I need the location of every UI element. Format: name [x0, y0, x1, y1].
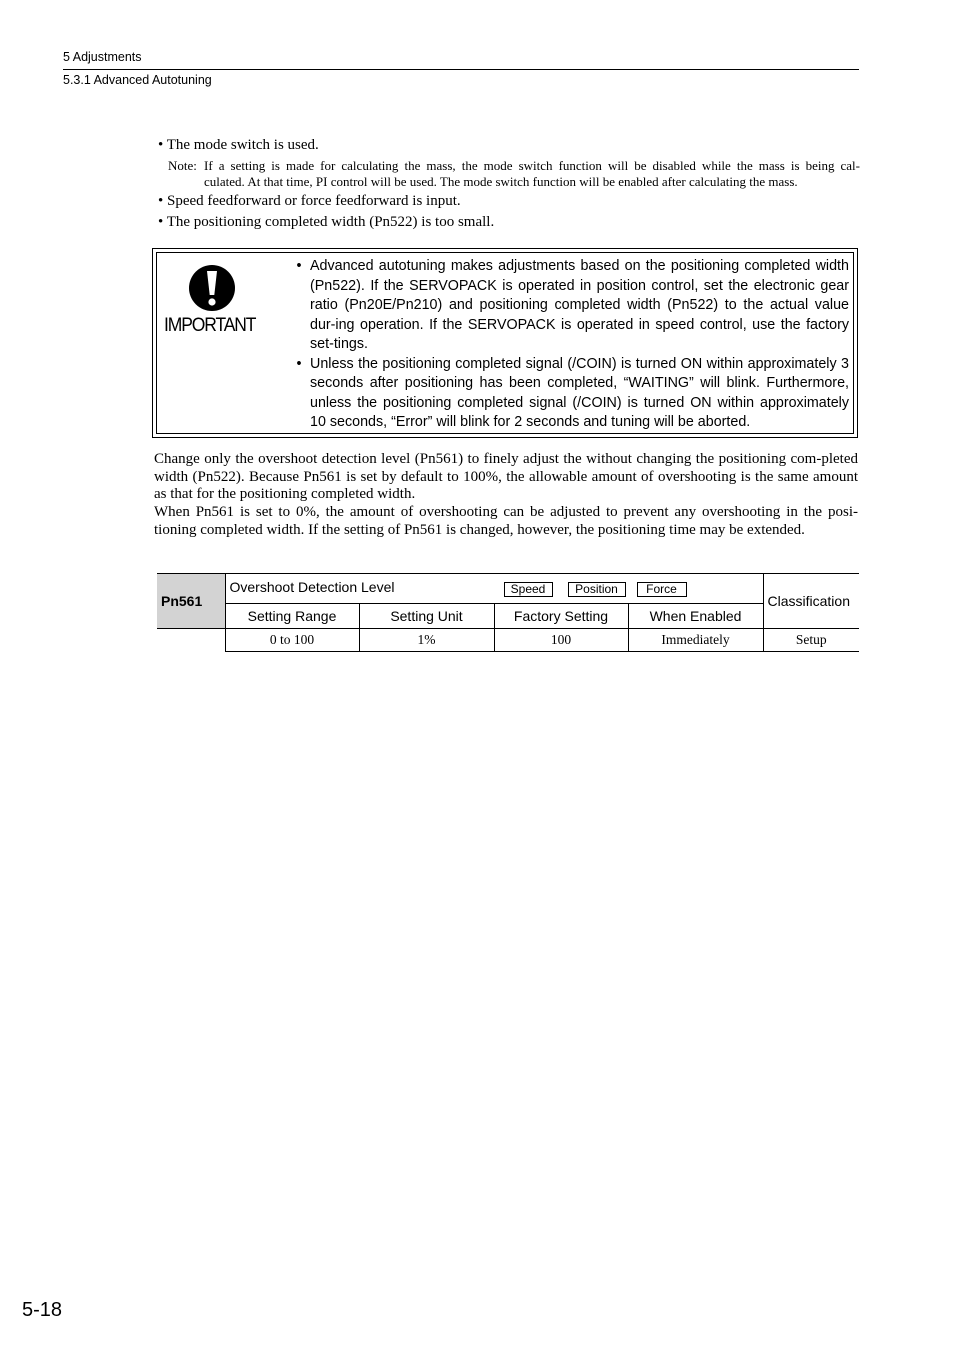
important-item: • Advanced autotuning makes adjustments based on the positioning completed width (Pn522). If the SERVOPACK is operated in position control, set the electronic gear ratio (Pn20E/Pn210) and positioning completed width (Pn522) to the actual value dur-ing operation. If the SERVOPACK is operated in speed control, use the factory set-tings.	[297, 257, 849, 355]
parameter-table	[157, 573, 859, 652]
tag-position: Position	[568, 582, 626, 597]
page-number: 5-18	[22, 1299, 63, 1321]
param-number: Pn561	[157, 574, 225, 629]
header-factory-setting: Factory Setting	[494, 604, 628, 629]
value-setting-unit: 1%	[359, 629, 494, 652]
bullet-positioning-width: • The positioning completed width (Pn522) is too small.	[158, 214, 495, 230]
important-label: IMPORTANT	[164, 315, 256, 336]
classification-header: Classification	[763, 574, 859, 629]
note-line-1: If a setting is made for calculating the mass, the mode switch function will be disabled while the mass is being cal-	[204, 158, 860, 173]
note-label: Note:	[168, 158, 197, 173]
value-when-enabled: Immediately	[628, 629, 763, 652]
value-setting-range: 0 to 100	[225, 629, 359, 652]
important-item: • Unless the positioning completed signal (/COIN) is turned ON within approximately 3 seconds after positioning has been completed, “WAITING” will blink. Furthermore, unless the positioning completed signal (/COIN) is turned ON within approximately 10 seconds, “Error” will blink for 2 seconds and tuning will be aborted.	[297, 355, 849, 433]
body-paragraph-1: Change only the overshoot detection level (Pn561) to finely adjust the without changing the positioning com-pleted width (Pn522). Because Pn561 is set by default to 100%, the allowable amount of overshooting is the same amount as that for the positioning completed width.	[154, 451, 858, 503]
bullet-feedforward: • Speed feedforward or force feedforward is input.	[158, 193, 461, 209]
bullet-mode-switch: • The mode switch is used.	[158, 137, 319, 153]
param-name: Overshoot Detection Level	[229, 579, 395, 595]
header-chapter: 5 Adjustments	[63, 50, 142, 64]
important-box	[152, 248, 858, 438]
header-when-enabled: When Enabled	[628, 604, 763, 629]
exclamation-icon	[187, 263, 237, 313]
blank-cell	[157, 629, 225, 652]
body-paragraph-2: When Pn561 is set to 0%, the amount of overshooting can be adjusted to prevent any overshooting in the posi-tioning completed width. If the setting of Pn561 is changed, however, the positioning time may be extended.	[154, 504, 858, 538]
value-factory-setting: 100	[494, 629, 628, 652]
note-line-2: culated. At that time, PI control will be used. The mode switch function will be enabled after calculating the mass.	[204, 174, 798, 189]
important-list	[297, 257, 849, 433]
header-rule	[63, 69, 859, 70]
header-setting-unit: Setting Unit	[359, 604, 494, 629]
tag-force: Force	[637, 582, 687, 597]
header-section: 5.3.1 Advanced Autotuning	[63, 73, 212, 87]
tag-speed: Speed	[504, 582, 553, 597]
header-setting-range: Setting Range	[225, 604, 359, 629]
value-classification: Setup	[763, 629, 859, 652]
param-name-cell	[225, 574, 763, 604]
